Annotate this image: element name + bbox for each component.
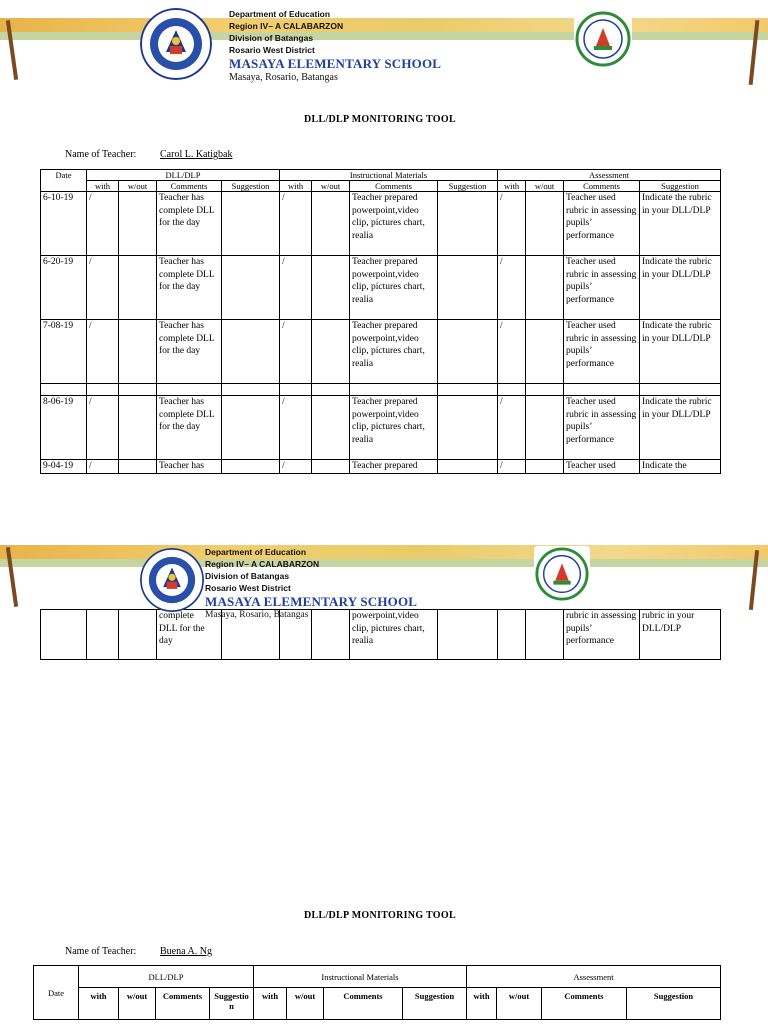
- cell-im-suggestion: [438, 610, 498, 660]
- cell-as-comment: Teacher used: [564, 460, 640, 474]
- cell-im-comment: Teacher prepared powerpoint,video clip, pictures chart, realia: [350, 256, 438, 320]
- cell-dll-without: [119, 396, 157, 460]
- cell-dll-without: [119, 320, 157, 384]
- dept-line: Department of Education: [205, 547, 307, 557]
- cell-as-suggestion: Indicate the: [640, 460, 721, 474]
- school-name: MASAYA ELEMENTARY SCHOOL: [205, 594, 418, 609]
- sub-header-without: w/out: [119, 988, 156, 1020]
- sub-header-without: w/out: [526, 181, 564, 192]
- cell-dll-suggestion: [222, 320, 280, 384]
- cell-as-suggestion: Indicate the rubric in your DLL/DLP: [640, 320, 721, 384]
- cell-dll-suggestion: [222, 396, 280, 460]
- sub-header-comments: Comments: [564, 181, 640, 192]
- cell-date: [41, 384, 87, 396]
- page-title: DLL/DLP MONITORING TOOL: [304, 114, 456, 125]
- school-logo-icon: [534, 546, 590, 602]
- cell-im-with: /: [280, 192, 312, 256]
- cell-date: [41, 610, 87, 660]
- table-row: [41, 320, 721, 384]
- cell-dll-without: [119, 460, 157, 474]
- dll-comment-rest: DLL for the day: [159, 623, 205, 647]
- cell-as-suggestion: Indicate the rubric in your DLL/DLP: [640, 256, 721, 320]
- cell-dll-with: /: [87, 320, 119, 384]
- dept-line: Region IV– A CALABARZON: [229, 21, 344, 31]
- cell-as-without: [526, 256, 564, 320]
- cell-as-with: /: [498, 256, 526, 320]
- cell-im-suggestion: [438, 256, 498, 320]
- cell-dll-comment: Teacher has complete DLL for the day: [157, 192, 222, 256]
- sub-header-without: w/out: [287, 988, 324, 1020]
- deped-seal-icon: [140, 8, 212, 80]
- table-row: [41, 460, 721, 474]
- cell-dll-comment: Teacher has complete DLL for the day: [157, 256, 222, 320]
- group-header-assessment: Assessment: [498, 170, 721, 181]
- sub-header-without: w/out: [119, 181, 157, 192]
- cell-dll-suggestion: [222, 256, 280, 320]
- cell-date: 6-10-19: [41, 192, 87, 256]
- sub-header-with: with: [87, 181, 119, 192]
- cell-im-suggestion: [438, 320, 498, 384]
- cell-dll-comment: Teacher has: [157, 460, 222, 474]
- sub-header-with: with: [498, 181, 526, 192]
- cell-date: 9-04-19: [41, 460, 87, 474]
- cell-im-without: [312, 320, 350, 384]
- cell-as-without: [526, 610, 564, 660]
- deped-seal-icon: [140, 548, 204, 612]
- department-lines: [205, 546, 319, 594]
- sub-header-comments: Comments: [542, 988, 627, 1020]
- cell-dll-without: [119, 192, 157, 256]
- teacher-label: Name of Teacher:: [65, 149, 137, 160]
- sub-header-with: with: [254, 988, 287, 1020]
- date-header: Date: [34, 966, 79, 1020]
- cell-im-without: [312, 610, 350, 660]
- dept-line: Rosario West District: [229, 45, 315, 55]
- cell-as-comment: rubric in assessing pupils’ performance: [564, 610, 640, 660]
- sub-header-with: with: [467, 988, 497, 1020]
- table-row: [41, 384, 721, 396]
- cell-im-suggestion: [438, 396, 498, 460]
- cell-dll-suggestion: [222, 460, 280, 474]
- cell-im-without: [312, 256, 350, 320]
- cell-im-comment: Teacher prepared powerpoint,video clip, pictures chart, realia: [350, 192, 438, 256]
- header-stripe: [0, 545, 768, 559]
- cell-dll-with: /: [87, 460, 119, 474]
- header-stripe-green: [0, 559, 768, 567]
- table-row: [41, 396, 721, 460]
- cell-as-without: [526, 192, 564, 256]
- dept-line: Division of Batangas: [205, 571, 290, 581]
- cell-im-comment: Teacher prepared: [350, 460, 438, 474]
- cell-im-without: [312, 460, 350, 474]
- cell-im-without: [312, 396, 350, 460]
- dept-line: Division of Batangas: [229, 33, 314, 43]
- sub-header-without: w/out: [497, 988, 542, 1020]
- cell-as-without: [526, 460, 564, 474]
- cell-as-with: /: [498, 320, 526, 384]
- cell-im-comment: Teacher prepared powerpoint,video clip, pictures chart, realia: [350, 320, 438, 384]
- cell-date: 7-08-19: [41, 320, 87, 384]
- continuation-table: [40, 609, 721, 660]
- cell-as-without: [526, 320, 564, 384]
- header-band-top: [0, 0, 768, 95]
- teacher-name: Buena A. Ng: [160, 946, 212, 957]
- table-row: [41, 256, 721, 320]
- dept-line: Rosario West District: [205, 583, 291, 593]
- header-stripe-green: [0, 32, 768, 40]
- cell-im-with: /: [280, 396, 312, 460]
- sub-header-comments: Comments: [324, 988, 403, 1020]
- cell-im-comment: powerpoint,video clip, pictures chart, realia: [350, 610, 438, 660]
- monitoring-table-second: [33, 965, 721, 1020]
- cell-as-comment: Teacher used rubric in assessing pupils’ performance: [564, 256, 640, 320]
- school-address: Masaya, Rosario, Batangas: [229, 72, 338, 83]
- cell-dll-suggestion: [222, 192, 280, 256]
- cell-as-without: [526, 396, 564, 460]
- sub-header-comments: Comments: [157, 181, 222, 192]
- cell-as-comment: Teacher used rubric in assessing pupils’ performance: [564, 396, 640, 460]
- cell-as-suggestion: rubric in your DLL/DLP: [640, 610, 721, 660]
- cell-im-without: [312, 192, 350, 256]
- cell-dll-comment: Teacher has complete DLL for the day: [157, 320, 222, 384]
- sub-header-comments: Comments: [156, 988, 210, 1020]
- sub-header-comments: Comments: [350, 181, 438, 192]
- cell-as-with: /: [498, 396, 526, 460]
- cell-as-with: /: [498, 192, 526, 256]
- dll-comment-line1: complete: [159, 611, 194, 621]
- dept-line: Region IV– A CALABARZON: [205, 559, 320, 569]
- cell-as-suggestion: Indicate the rubric in your DLL/DLP: [640, 192, 721, 256]
- cell-as-with: /: [498, 460, 526, 474]
- cell-im-suggestion: [438, 460, 498, 474]
- header-stripe: [0, 18, 768, 32]
- sub-header-suggestion: Suggestion: [627, 988, 721, 1020]
- page-title: DLL/DLP MONITORING TOOL: [304, 910, 456, 921]
- date-header: Date: [41, 170, 87, 192]
- sub-header-suggestion: Suggestion: [640, 181, 721, 192]
- cell-as-with: [498, 610, 526, 660]
- group-header-im: Instructional Materials: [254, 966, 467, 988]
- group-header-dll: DLL/DLP: [87, 170, 280, 181]
- sub-header-with: with: [280, 181, 312, 192]
- cell-im-comment: Teacher prepared powerpoint,video clip, pictures chart, realia: [350, 396, 438, 460]
- cell-dll-comment: Teacher has complete DLL for the day: [157, 396, 222, 460]
- group-header-dll: DLL/DLP: [79, 966, 254, 988]
- cell-as-comment: Teacher used rubric in assessing pupils’ performance: [564, 320, 640, 384]
- cell-im-with: /: [280, 256, 312, 320]
- dept-line: Department of Education: [229, 9, 331, 19]
- group-header-assessment: Assessment: [467, 966, 721, 988]
- sub-header-without: w/out: [312, 181, 350, 192]
- cell-date: 8-06-19: [41, 396, 87, 460]
- department-lines: [229, 8, 343, 56]
- cell-dll-with: /: [87, 396, 119, 460]
- sub-header-suggestion: Suggestio n: [210, 988, 254, 1020]
- group-header-im: Instructional Materials: [280, 170, 498, 181]
- cell-im-with: /: [280, 320, 312, 384]
- sub-header-suggestion: Suggestion: [438, 181, 498, 192]
- table-row: [41, 610, 721, 660]
- cell-dll-without: [119, 610, 157, 660]
- cell-dll-with: [87, 610, 119, 660]
- sub-header-suggestion: Suggestion: [403, 988, 467, 1020]
- school-logo-icon: [574, 10, 632, 68]
- cell-im-suggestion: [438, 192, 498, 256]
- teacher-label: Name of Teacher:: [65, 946, 137, 957]
- school-name: MASAYA ELEMENTARY SCHOOL: [229, 56, 442, 71]
- teacher-name: Carol L. Katigbak: [160, 149, 233, 160]
- monitoring-table: [40, 169, 721, 474]
- school-address: Masaya, Rosario, Batangas: [205, 610, 309, 620]
- cell-date: 6-20-19: [41, 256, 87, 320]
- sub-header-with: with: [79, 988, 119, 1020]
- cell-as-suggestion: Indicate the rubric in your DLL/DLP: [640, 396, 721, 460]
- cell-im-with: /: [280, 460, 312, 474]
- table-row: [41, 192, 721, 256]
- cell-dll-with: /: [87, 256, 119, 320]
- cell-dll-without: [119, 256, 157, 320]
- cell-dll-with: /: [87, 192, 119, 256]
- sub-header-suggestion: Suggestion: [222, 181, 280, 192]
- cell-as-comment: Teacher used rubric in assessing pupils’ performance: [564, 192, 640, 256]
